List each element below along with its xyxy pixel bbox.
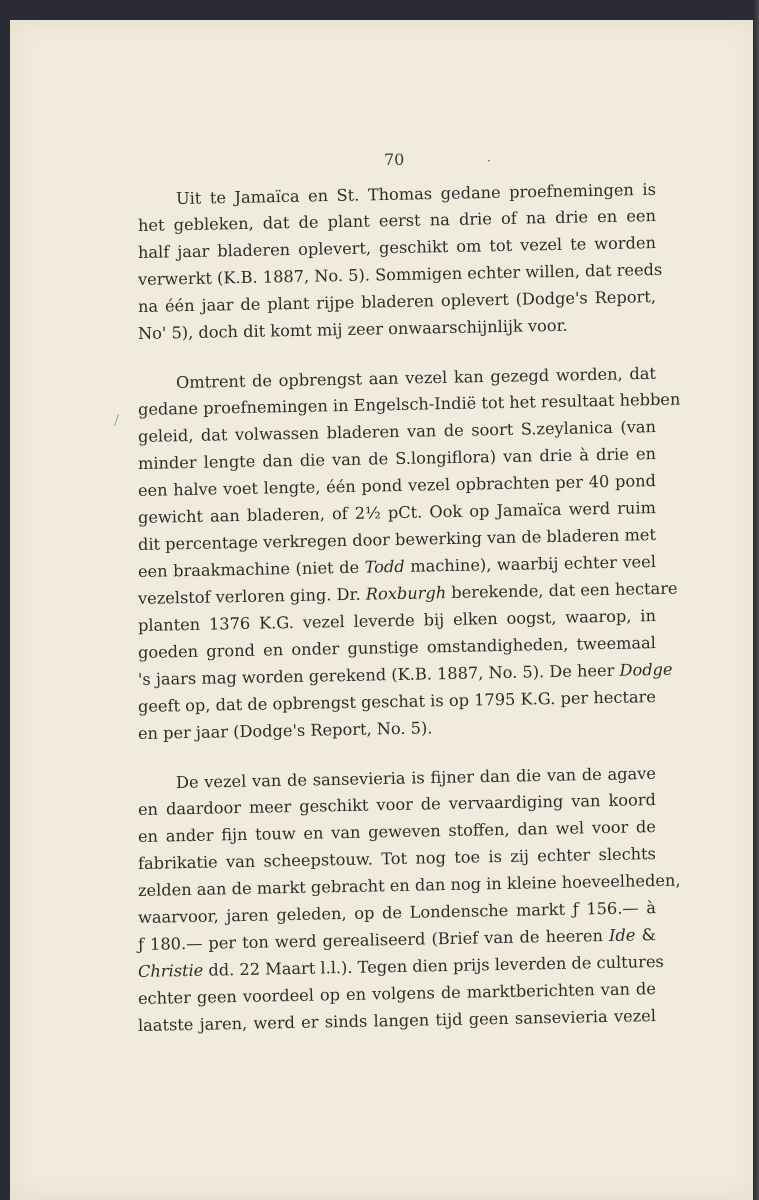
text-line: laatste jaren, werd er sinds langen tijd geen sansevieria vezel <box>137 1006 657 1035</box>
text-line: en daardoor meer geschikt voor de vervaardiging van koord <box>137 790 657 819</box>
text-line: dit percentage verkregen door bewerking van de bladeren met <box>137 525 657 554</box>
text-line: Omtrent de opbrengst aan vezel kan gezegd worden, dat <box>175 363 657 392</box>
name-dodge: Dodge <box>619 659 673 680</box>
text-line: No' 5), doch dit komt mij zeer onwaarschijnlijk voor. <box>137 315 568 343</box>
text-line: zelden aan de markt gebracht en dan nog in kleine hoeveelheden, <box>137 870 681 900</box>
page-edge <box>753 0 759 1200</box>
name-christie: Christie <box>137 960 204 981</box>
text-line: gedane proefnemingen in Engelsch-Indië tot het resultaat hebben <box>137 389 681 419</box>
text-segment: ƒ 180.— per ton werd gerealiseerd (Brief van de heeren <box>137 926 604 954</box>
text-line: Uit te Jamaïca en St. Thomas gedane proefnemingen is <box>175 179 657 208</box>
text-segment: & <box>641 925 657 945</box>
text-line: geeft op, dat de opbrengst geschat is op 1795 K.G. per hectare <box>137 687 657 716</box>
text-segment: een braakmachine (niet de <box>137 557 360 581</box>
text-line: De vezel van de sansevieria is fijner dan die van de agave <box>175 763 657 792</box>
text-line: een halve voet lengte, één pond vezel opbrachten per 40 pond <box>137 471 657 500</box>
text-line: minder lengte dan die van de S.longiflora) van drie à drie en <box>137 444 657 473</box>
text-line: geleid, dat volwassen bladeren van de soort S.zeylanica (van <box>137 417 657 446</box>
text-segment: berekende, dat een hectare <box>451 578 678 602</box>
text-line: het gebleken, dat de plant eerst na drie of na drie en een <box>137 206 657 235</box>
text-line: en per jaar (Dodge's Report, No. 5). <box>137 718 433 743</box>
name-roxburgh: Roxburgh <box>365 583 447 604</box>
stray-mark: · <box>487 154 491 168</box>
text-line: half jaar bladeren oplevert, geschikt om tot vezel te worden <box>137 233 657 262</box>
name-todd: Todd <box>364 556 405 577</box>
text-line: waarvoor, jaren geleden, op de Londensche markt ƒ 156.— à <box>137 898 657 927</box>
text-segment: 's jaars mag worden gerekend (K.B. 1887, No. 5). De heer <box>137 660 615 689</box>
text-line: na één jaar de plant rijpe bladeren oplevert (Dodge's Report, <box>137 287 657 316</box>
page-number: 70 <box>384 150 405 169</box>
text-segment: dd. 22 Maart l.l.). Tegen dien prijs leverden de cultures <box>208 951 664 980</box>
text-line: goeden grond en onder gunstige omstandigheden, tweemaal <box>137 633 657 662</box>
text-line: gewicht aan bladeren, of 2½ pCt. Ook op Jamaïca werd ruim <box>137 498 657 527</box>
text-line: planten 1376 K.G. vezel leverde bij elken oogst, waarop, in <box>137 606 657 635</box>
name-ide: Ide <box>608 925 636 945</box>
text-segment: vezelstof verloren ging. Dr. <box>137 584 361 608</box>
text-line: verwerkt (K.B. 1887, No. 5). Sommigen echter willen, dat reeds <box>137 259 663 289</box>
text-line: echter geen voordeel op en volgens de marktberichten van de <box>137 979 657 1008</box>
text-line: en ander fijn touw en van geweven stoffen, dan wel voor de <box>137 817 657 846</box>
text-line: fabrikatie van scheepstouw. Tot nog toe is zij echter slechts <box>137 844 657 873</box>
text-segment: machine), waarbij echter veel <box>410 552 657 576</box>
